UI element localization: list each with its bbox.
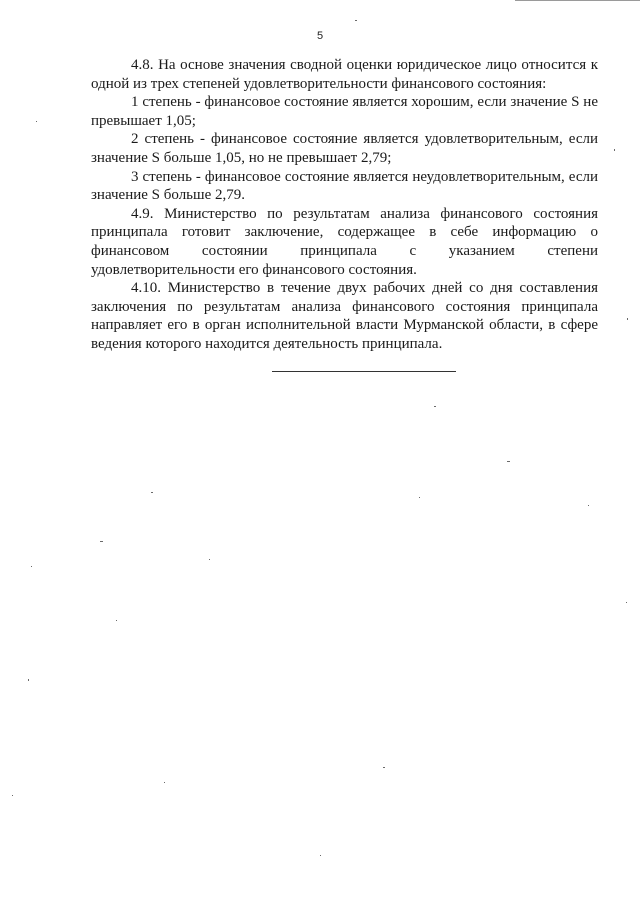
scan-speck xyxy=(151,492,153,493)
scan-speck xyxy=(355,20,357,21)
scan-speck xyxy=(320,855,321,856)
paragraph-4-8: 4.8. На основе значения сводной оценки юридическое лицо относится к одной из трех степеней удовлетворительности финансового состояния: xyxy=(91,57,598,92)
scan-speck xyxy=(434,406,436,407)
scan-speck xyxy=(588,505,589,506)
scan-speck xyxy=(419,497,420,498)
scan-speck xyxy=(507,461,510,462)
scan-speck xyxy=(36,121,37,122)
scan-edge-line xyxy=(515,0,640,1)
scan-speck xyxy=(28,679,29,681)
scan-speck xyxy=(12,795,13,796)
scan-speck xyxy=(100,541,103,542)
scan-speck xyxy=(614,149,615,151)
scan-speck xyxy=(626,602,627,603)
page-number: 5 xyxy=(316,30,324,42)
scan-speck xyxy=(383,767,385,768)
document-body xyxy=(91,56,598,354)
scan-speck xyxy=(31,566,32,567)
end-of-text-rule xyxy=(272,371,456,372)
paragraph-4-9: 4.9. Министерство по результатам анализа финансового состояния принципала готовит заключение, содержащее в себе информацию о финансовом состоянии принципала с указанием степени удовлетворительности его финансового состояния. xyxy=(91,205,598,278)
scan-speck xyxy=(209,559,210,560)
scan-speck xyxy=(164,782,165,783)
paragraph-degree-2: 2 степень - финансовое состояние является удовлетворительным, если значение S больше 1,05, но не превышает 2,79; xyxy=(91,131,598,166)
paragraph-degree-1: 1 степень - финансовое состояние является хорошим, если значение S не превышает 1,05; xyxy=(91,94,598,129)
paragraph-4-10: 4.10. Министерство в течение двух рабочих дней со дня составления заключения по результатам анализа финансового состояния принципала направляет его в орган исполнительной власти Мурманской области, в сфере ведения которого находится деятельность принципала. xyxy=(91,280,598,352)
scan-speck xyxy=(627,318,628,320)
paragraph-degree-3: 3 степень - финансовое состояние является неудовлетворительным, если значение S больше 2,79. xyxy=(91,168,598,204)
scan-speck xyxy=(116,620,117,621)
